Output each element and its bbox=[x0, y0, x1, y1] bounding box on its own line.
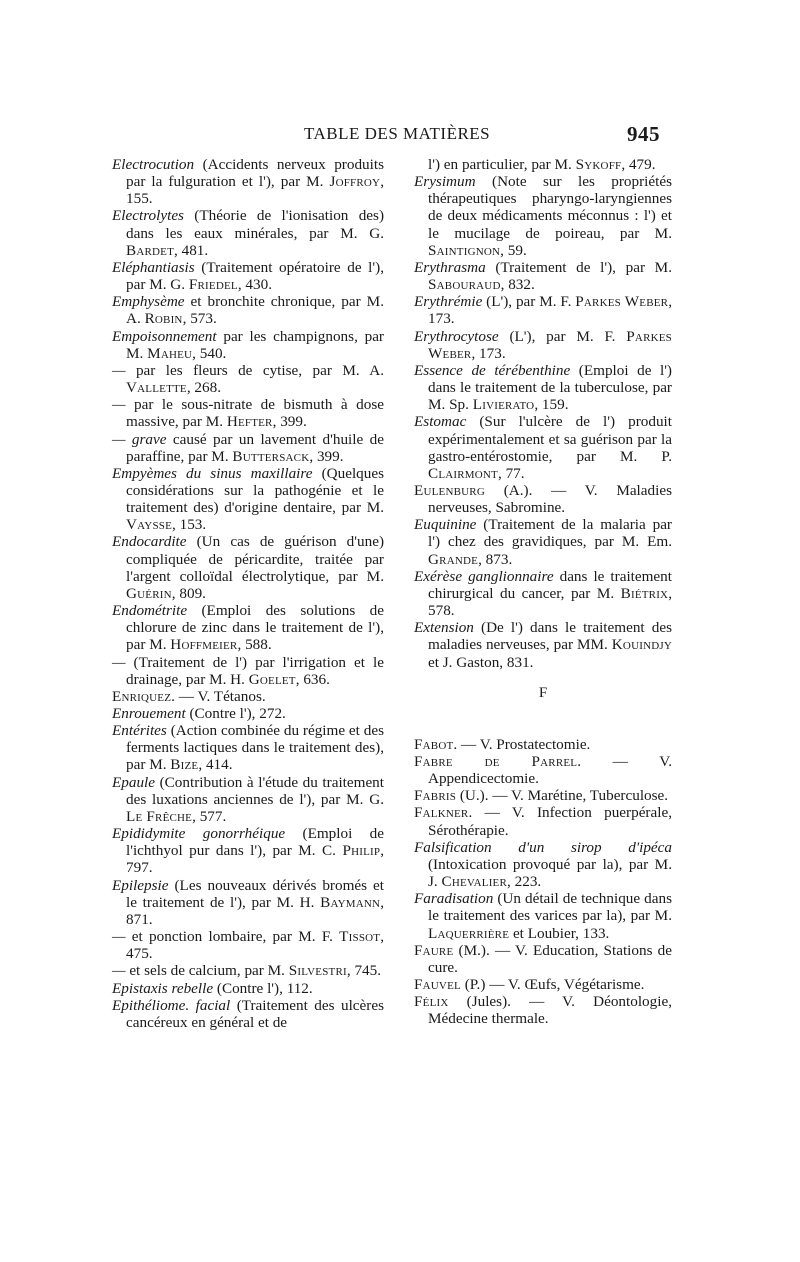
index-entry bbox=[414, 173, 672, 259]
entry-ref: , 588. bbox=[237, 636, 272, 654]
index-term: Epistaxis rebelle bbox=[112, 979, 214, 997]
entry-ref: , 479. bbox=[621, 156, 656, 173]
entry-ref: (U.). — V. Marétine, Tuberculose. bbox=[456, 787, 669, 805]
entry-author: Fabris bbox=[414, 787, 457, 805]
entry-author: Sykoff bbox=[575, 156, 622, 173]
index-entry bbox=[414, 568, 672, 619]
entry-author: Parkes Weber bbox=[428, 327, 672, 362]
index-entry bbox=[112, 705, 384, 722]
entry-author: Sabouraud bbox=[428, 276, 501, 294]
entry-text: (Action combinée du régime et des ferments lactiques dans le traitement des), par M. bbox=[126, 722, 384, 774]
entry-ref: , 745. bbox=[346, 962, 382, 980]
entry-author: Faure bbox=[414, 941, 454, 959]
index-entry bbox=[414, 753, 672, 787]
right-column-e-entries bbox=[414, 156, 672, 671]
entry-text: (Traitement de la malaria par l') chez des gravidiques, par M. Em. bbox=[428, 516, 672, 551]
entry-author: Biétrix bbox=[620, 584, 669, 602]
entry-author: Friedel bbox=[188, 276, 238, 294]
index-entry bbox=[414, 156, 672, 173]
index-entry bbox=[112, 431, 384, 465]
entry-author: Enriquez bbox=[112, 687, 172, 705]
entry-author: Robin bbox=[144, 310, 183, 328]
entry-author: Livierato bbox=[472, 396, 535, 414]
entry-author: Parkes Weber bbox=[575, 293, 669, 311]
entry-author: Le Frêche bbox=[126, 807, 193, 825]
entry-ref: , 399. bbox=[272, 413, 307, 431]
entry-author: Falkner bbox=[414, 804, 469, 822]
entry-ref: , 223. bbox=[507, 873, 542, 891]
index-entry bbox=[414, 413, 672, 482]
entry-text: par les fleurs de cytise, par M. A. bbox=[125, 361, 384, 379]
entry-text: et bronchite chronique, par M. A. bbox=[126, 293, 384, 328]
entry-author: Félix bbox=[414, 993, 449, 1011]
entry-ref: , 797. bbox=[126, 842, 384, 877]
entry-ref: , 809. bbox=[171, 584, 206, 602]
entry-author: Maheu bbox=[147, 344, 193, 362]
index-term: Electrolytes bbox=[112, 207, 184, 225]
entry-author: Guérin bbox=[126, 584, 172, 602]
entry-ref: , 159. bbox=[534, 396, 569, 414]
entry-text: (De l') dans le traitement des maladies nerveuses, par MM. bbox=[428, 619, 672, 654]
entry-text: (Traitement des ulcères cancéreux en général et de bbox=[126, 996, 384, 1031]
entry-author: Hoffmeier bbox=[170, 636, 238, 654]
entry-ref: (P.) — V. Œufs, Végétarisme. bbox=[460, 976, 645, 994]
index-entry bbox=[112, 688, 384, 705]
index-entry bbox=[414, 942, 672, 976]
entry-ref: , 268. bbox=[186, 379, 221, 397]
entry-ref: , 577. bbox=[192, 807, 227, 825]
entry-ref: , 77. bbox=[497, 464, 525, 482]
entry-author: Vallette bbox=[126, 379, 187, 397]
index-term: Falsification d'un sirop d'ipéca bbox=[414, 838, 672, 856]
index-entry bbox=[414, 976, 672, 993]
index-term: Epilepsie bbox=[112, 876, 169, 894]
left-column bbox=[112, 156, 384, 1031]
entry-ref: , 540. bbox=[192, 344, 227, 362]
entry-author: Buttersack bbox=[232, 447, 310, 465]
entry-author: Silvestri bbox=[288, 962, 347, 980]
index-term: Erythrocytose bbox=[414, 327, 499, 345]
index-term: — grave bbox=[112, 430, 167, 448]
index-entry bbox=[112, 602, 384, 653]
index-entry bbox=[112, 774, 384, 825]
index-term: Empyèmes du sinus maxillaire bbox=[112, 464, 313, 482]
entry-ref: (Jules). — V. Déontologie, Médecine thermale. bbox=[428, 993, 672, 1028]
page-number: 945 bbox=[627, 122, 660, 146]
entry-ref: (M.). — V. Education, Stations de cure. bbox=[428, 941, 672, 976]
index-term: Estomac bbox=[414, 413, 467, 431]
entry-text: (Accidents nerveux produits par la fulguration et l'), par M. bbox=[126, 156, 384, 191]
section-letter: F bbox=[538, 684, 548, 701]
entry-text: l') en particulier, par M. bbox=[428, 156, 576, 173]
index-entry bbox=[112, 980, 384, 997]
entry-text: (Traitement de l'), par M. bbox=[485, 258, 672, 276]
index-term: — bbox=[112, 361, 126, 379]
entry-ref: , 636. bbox=[295, 670, 330, 688]
entry-text: (L'), par M. F. bbox=[498, 327, 627, 345]
entry-ref: , 59. bbox=[500, 241, 527, 259]
index-entry bbox=[414, 259, 672, 293]
index-entry bbox=[414, 482, 672, 516]
index-entry bbox=[414, 362, 672, 413]
index-entry bbox=[414, 328, 672, 362]
index-term: Erythrémie bbox=[414, 293, 483, 311]
index-term: Empoisonnement bbox=[112, 327, 217, 345]
index-entry bbox=[414, 804, 672, 838]
entry-author: Saintignon bbox=[428, 241, 501, 259]
index-term: — bbox=[112, 928, 126, 946]
index-entry bbox=[112, 259, 384, 293]
index-entry bbox=[112, 962, 384, 979]
entry-ref: , 414. bbox=[198, 756, 233, 774]
entry-ref: , 481. bbox=[174, 241, 209, 259]
index-entry bbox=[112, 654, 384, 688]
index-term: Epididymite gonorrhéique bbox=[112, 825, 286, 843]
entry-ref: , 475. bbox=[126, 928, 384, 963]
entry-author: Laquerrière bbox=[428, 924, 510, 942]
entry-ref: , 573. bbox=[182, 310, 217, 328]
entry-text: (Sur l'ulcère de l') produit expérimentalement et sa guérison par la gastro-entérostomie, par M. P. bbox=[428, 413, 672, 465]
index-entry bbox=[112, 362, 384, 396]
entry-author: Fabre de Parrel bbox=[414, 753, 578, 770]
entry-ref: . — V. Tétanos. bbox=[171, 687, 266, 705]
entry-text: (L'), par M. F. bbox=[482, 293, 576, 311]
index-term: — bbox=[112, 962, 126, 980]
entry-author: Eulenburg bbox=[414, 481, 485, 499]
entry-text: (Traitement opératoire de l'), par M. G. bbox=[126, 258, 384, 294]
index-term: Erythrasma bbox=[414, 258, 486, 276]
index-term: Faradisation bbox=[414, 890, 494, 908]
entry-text: (Note sur les propriétés thérapeutiques pharyngo-laryngiennes de deux médicaments méconnus : l') et le mucilage de poireau, par M. bbox=[428, 173, 672, 242]
index-entry bbox=[112, 877, 384, 928]
index-entry bbox=[112, 207, 384, 258]
entry-text: (Emploi de l'ichthyol pur dans l'), par M. C. bbox=[126, 825, 384, 860]
entry-text: (Quelques considérations sur la pathogénie et le traitement des) d'origine dentaire, par M. bbox=[126, 464, 385, 517]
running-title: TABLE DES MATIÈRES bbox=[304, 124, 491, 143]
entry-author: Fauvel bbox=[414, 976, 461, 994]
index-entry bbox=[112, 928, 384, 962]
entry-author: Chevalier bbox=[441, 873, 508, 891]
page-header bbox=[108, 122, 660, 148]
index-entry bbox=[414, 839, 672, 890]
index-entry bbox=[112, 396, 384, 430]
entry-ref: , 832. bbox=[500, 276, 535, 294]
right-column-f-entries bbox=[414, 736, 672, 1028]
index-entry bbox=[414, 619, 672, 670]
entry-text: causé par un lavement d'huile de paraffine, par M. bbox=[126, 430, 384, 465]
entry-ref: . — V. Infection puerpérale, Sérothérapie. bbox=[428, 804, 672, 839]
entry-author: Joffroy bbox=[329, 173, 381, 191]
index-term: Endométrite bbox=[112, 602, 188, 620]
index-term: Epaule bbox=[112, 773, 156, 791]
entry-ref: , 399. bbox=[309, 447, 344, 465]
entry-author: Vaysse bbox=[126, 516, 173, 534]
index-entry bbox=[414, 890, 672, 941]
entry-ref: , 871. bbox=[126, 893, 384, 928]
entry-text: et sels de calcium, par M. bbox=[125, 962, 289, 980]
index-term: Extension bbox=[414, 619, 474, 637]
entry-text: (Les nouveaux dérivés bromés et le traitement de l'), par M. H. bbox=[126, 876, 384, 911]
entry-author: Kouindjy bbox=[611, 636, 672, 654]
entry-ref: (A.). — V. Maladies nerveuses, Sabromine. bbox=[428, 481, 672, 517]
entry-text: par le sous-nitrate de bismuth à dose massive, par M. bbox=[125, 396, 384, 431]
entry-text: (Emploi des solutions de chlorure de zinc dans le traitement de l'), par M. bbox=[126, 602, 384, 654]
entry-ref: , 153. bbox=[172, 516, 207, 534]
entry-ref: , 430. bbox=[237, 276, 272, 294]
index-entry bbox=[414, 293, 672, 327]
right-column bbox=[414, 156, 672, 1028]
entry-ref: et Loubier, 133. bbox=[509, 924, 610, 942]
entry-text: (Théorie de l'ionisation des) dans les eaux minérales, par M. G. bbox=[126, 207, 384, 242]
entry-ref: . — V. Appendicectomie. bbox=[428, 753, 672, 788]
entry-author: Hefter bbox=[226, 413, 273, 431]
entry-text: dans le traitement chirurgical du cancer, par M. bbox=[428, 567, 672, 602]
entry-text: (Intoxication provoqué par la), par M. J. bbox=[428, 855, 672, 891]
entry-author: Fabot bbox=[414, 735, 454, 753]
index-entry bbox=[112, 465, 384, 534]
entry-author: Clairmont bbox=[428, 464, 498, 482]
index-entry bbox=[112, 997, 384, 1031]
entry-text: (Un détail de technique dans le traitement des varices par la), par M. bbox=[428, 890, 672, 925]
entry-text: (Traitement de l') par l'irrigation et le drainage, par M. H. bbox=[125, 653, 384, 688]
index-term: Essence de térébenthine bbox=[414, 361, 571, 379]
entry-text: (Un cas de guérison d'une) compliquée de péricardite, traitée par l'argent colloïdal électrolytique, par M. bbox=[126, 533, 384, 585]
entry-ref: , 173. bbox=[471, 344, 506, 362]
entry-ref: , 578. bbox=[428, 584, 672, 620]
index-entry bbox=[414, 993, 672, 1027]
index-term: Electrocution bbox=[112, 156, 195, 173]
index-term: — bbox=[112, 653, 126, 671]
index-entry bbox=[112, 293, 384, 327]
entry-text: (Contre l'), 272. bbox=[185, 705, 286, 722]
index-term: Exérèse ganglionnaire bbox=[414, 567, 554, 585]
index-term: Eléphantiasis bbox=[112, 258, 195, 276]
entry-author: Tissot bbox=[339, 928, 381, 946]
entry-text: (Emploi de l') dans le traitement de la tuberculose, par M. Sp. bbox=[428, 361, 672, 414]
index-term: Enrouement bbox=[112, 705, 186, 722]
entry-author: Bardet bbox=[126, 241, 174, 259]
index-term: Euquinine bbox=[414, 516, 477, 534]
index-term: Erysimum bbox=[414, 173, 476, 191]
entry-text: et ponction lombaire, par M. F. bbox=[125, 928, 340, 946]
index-term: Epithéliome. facial bbox=[112, 996, 231, 1014]
index-term: Emphysème bbox=[112, 293, 185, 311]
entry-text: par les champignons, par M. bbox=[126, 327, 384, 362]
entry-ref: et J. Gaston, 831. bbox=[428, 653, 534, 671]
entry-text: (Contre l'), 112. bbox=[213, 979, 313, 997]
index-entry bbox=[414, 787, 672, 804]
entry-author: Goelet bbox=[248, 670, 296, 688]
entry-ref: . — V. Prostatectomie. bbox=[453, 735, 591, 753]
index-term: Endocardite bbox=[112, 533, 187, 551]
index-entry bbox=[414, 516, 672, 567]
entry-ref: , 155. bbox=[126, 173, 384, 208]
index-term: Entérites bbox=[112, 722, 167, 740]
entry-ref: , 873. bbox=[478, 550, 513, 568]
index-entry bbox=[112, 825, 384, 876]
index-entry bbox=[112, 533, 384, 602]
index-entry bbox=[414, 736, 672, 753]
entry-text: (Contribution à l'étude du traitement des luxations anciennes de l'), par M. G. bbox=[126, 773, 384, 808]
entry-ref: , 173. bbox=[428, 293, 672, 328]
entry-author: Bize bbox=[170, 756, 199, 774]
index-entry bbox=[112, 722, 384, 773]
entry-author: Philip bbox=[342, 842, 381, 860]
entry-author: Grande bbox=[428, 550, 479, 568]
entry-author: Baymann bbox=[320, 893, 381, 911]
index-entry bbox=[112, 328, 384, 362]
index-entry bbox=[112, 156, 384, 207]
index-term: — bbox=[112, 396, 126, 414]
